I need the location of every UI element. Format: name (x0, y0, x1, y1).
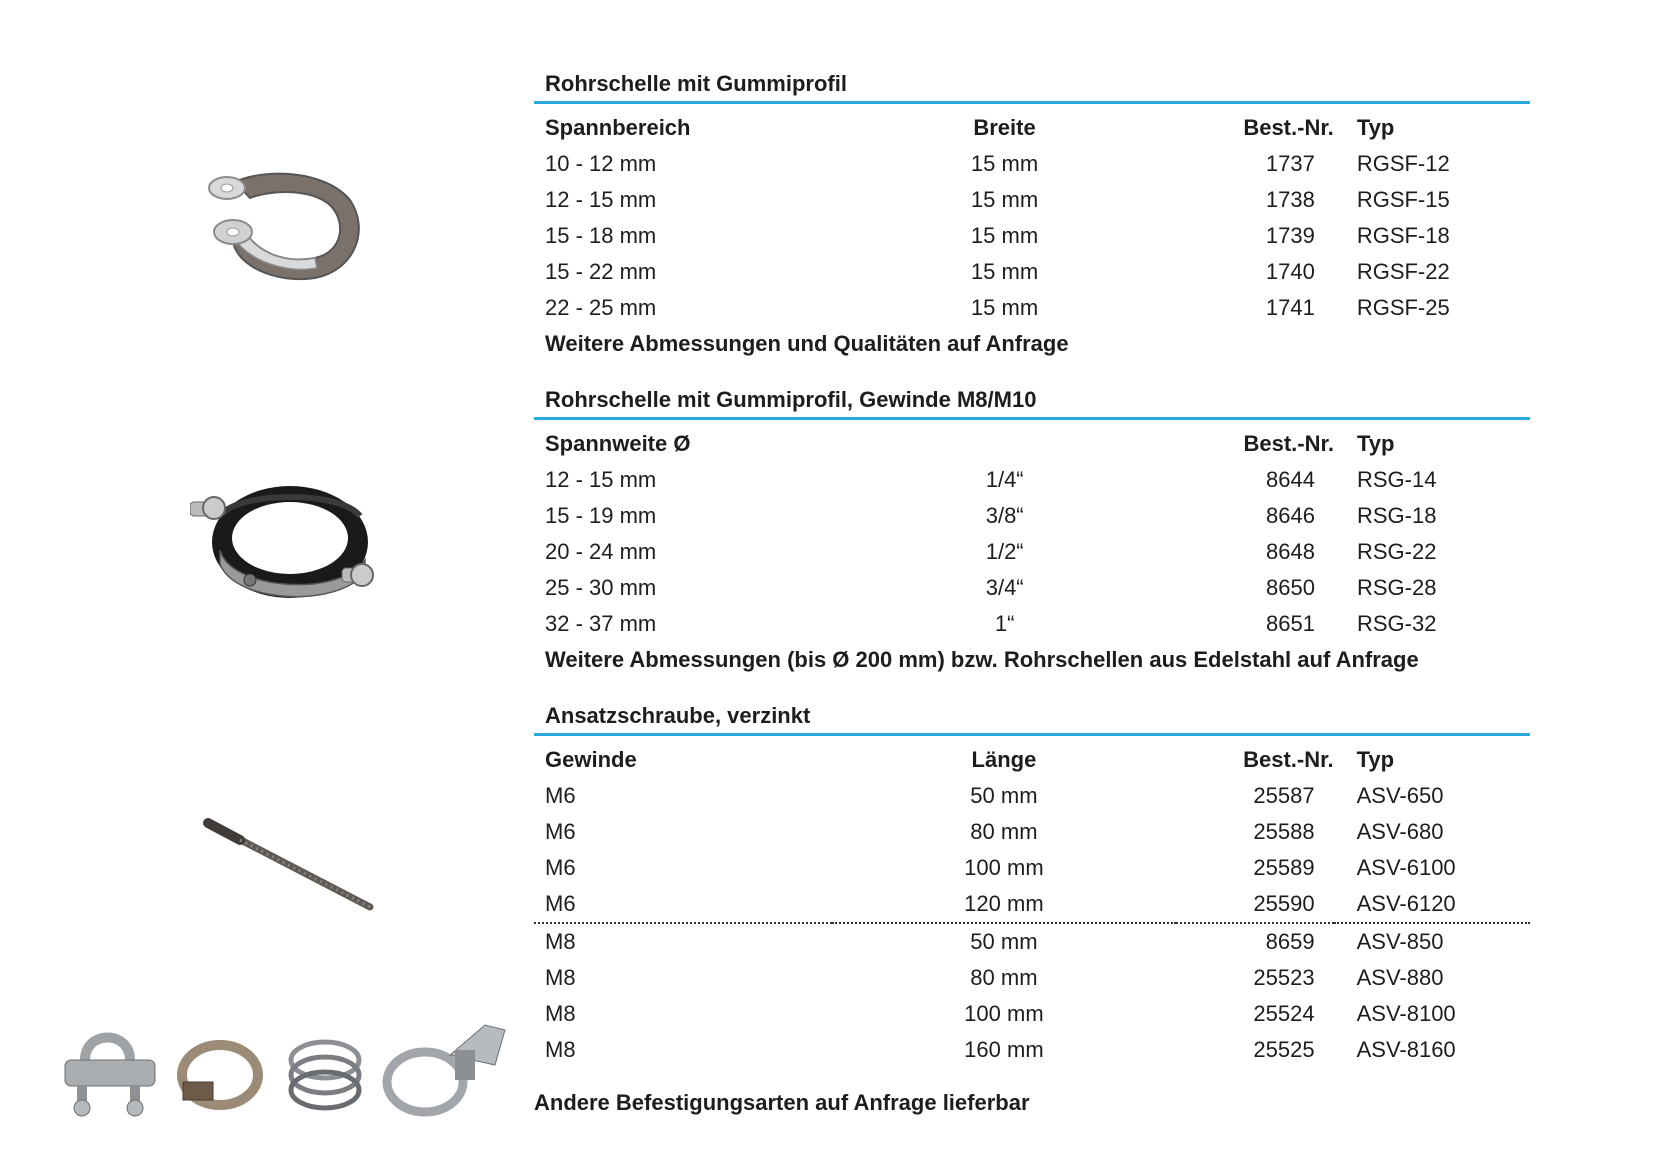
accent-rule (534, 101, 1530, 104)
cell: 15 - 19 mm (545, 503, 657, 528)
table-row (534, 850, 1530, 886)
section-note: Weitere Abmessungen (bis Ø 200 mm) bzw. Rohrschellen aus Edelstahl auf Anfrage (545, 647, 1419, 672)
section-title: Ansatzschraube, verzinkt (545, 703, 811, 728)
cell: ASV-850 (1356, 929, 1444, 954)
cell: 1/4“ (985, 467, 1024, 492)
cell: 8659 (1265, 929, 1315, 954)
cell: M6 (534, 886, 832, 923)
hose-clamp-photo (182, 1045, 258, 1105)
accent-rule (534, 733, 1530, 736)
section-title: Rohrschelle mit Gummiprofil (545, 71, 847, 96)
cell: 25587 (1253, 783, 1315, 808)
cell: ASV-650 (1356, 783, 1444, 808)
cell: 1/2“ (985, 539, 1024, 564)
cell: 15 mm (970, 151, 1039, 176)
table-row (534, 462, 1530, 498)
cell: 100 mm (964, 855, 1044, 880)
table-row (534, 146, 1530, 182)
table-row (534, 182, 1530, 218)
cell: ASV-880 (1356, 965, 1444, 990)
hanger-bolt-photo (200, 815, 380, 915)
cell: RGSF-12 (1356, 151, 1450, 176)
cell: ASV-6120 (1334, 886, 1530, 923)
table-row (534, 814, 1530, 850)
cell: 25523 (1253, 965, 1315, 990)
cell: 1“ (994, 611, 1015, 636)
table-row (534, 606, 1530, 642)
table-header-row (534, 426, 1530, 462)
header-cell (833, 426, 1176, 462)
cell: M8 (545, 929, 576, 954)
table-row (534, 960, 1530, 996)
header-cell: Breite (973, 115, 1036, 140)
header-cell: Typ (1356, 747, 1395, 772)
table-row (534, 923, 1530, 960)
cell: RGSF-22 (1356, 259, 1450, 284)
pipe-clamp-rubber-profile-photo (205, 160, 365, 285)
cell: 25588 (1253, 819, 1315, 844)
cell: 8648 (1266, 539, 1315, 564)
cell: 32 - 37 mm (545, 611, 657, 636)
cell: 12 - 15 mm (545, 187, 657, 212)
table-header-row (534, 110, 1530, 146)
cell: 25525 (1253, 1037, 1315, 1062)
cell: M6 (545, 855, 576, 880)
cell: 8646 (1266, 503, 1315, 528)
cell: 1740 (1265, 259, 1315, 284)
cell: RSG-18 (1356, 503, 1437, 528)
cell: 120 mm (832, 886, 1176, 923)
section-ansatzschraube (534, 701, 1530, 1068)
cell: RGSF-18 (1356, 223, 1450, 248)
cell: ASV-6100 (1356, 855, 1456, 880)
section-title: Rohrschelle mit Gummiprofil, Gewinde M8/M10 (545, 387, 1037, 412)
spring-clamp-photo (291, 1042, 359, 1108)
cell: 3/8“ (985, 503, 1024, 528)
table-row (534, 498, 1530, 534)
cell: RSG-14 (1356, 467, 1437, 492)
footer-note: Andere Befestigungsarten auf Anfrage lieferbar (534, 1090, 1030, 1115)
cell: M6 (545, 819, 576, 844)
cell: M8 (545, 965, 576, 990)
other-fasteners-photo (55, 1020, 515, 1120)
cell: 160 mm (964, 1037, 1044, 1062)
header-cell: Spannweite Ø (545, 431, 691, 456)
cell: 8644 (1266, 467, 1315, 492)
cell: 1737 (1265, 151, 1315, 176)
cell: 80 mm (970, 819, 1038, 844)
cell: 22 - 25 mm (545, 295, 657, 320)
cell: 8651 (1266, 611, 1315, 636)
cell: 100 mm (964, 1001, 1044, 1026)
header-cell: Länge (971, 747, 1037, 772)
header-cell: Typ (1356, 115, 1395, 140)
header-cell: Best.-Nr. (1243, 747, 1334, 772)
cell: 50 mm (970, 783, 1038, 808)
hinged-clamp-photo (387, 1025, 505, 1112)
cell: 15 mm (970, 295, 1039, 320)
cell: 10 - 12 mm (545, 151, 657, 176)
cell: 12 - 15 mm (545, 467, 657, 492)
cell: RSG-28 (1356, 575, 1437, 600)
table-row (534, 996, 1530, 1032)
cell: 50 mm (970, 929, 1038, 954)
cell: ASV-8160 (1356, 1037, 1456, 1062)
cell: 15 mm (970, 187, 1039, 212)
table-row (534, 254, 1530, 290)
table-row (534, 886, 1530, 923)
header-cell: Gewinde (545, 747, 637, 772)
u-bolt-clamp-photo (65, 1038, 155, 1117)
table-row (534, 218, 1530, 254)
cell: 20 - 24 mm (545, 539, 657, 564)
cell: 3/4“ (985, 575, 1024, 600)
header-cell: Best.-Nr. (1243, 431, 1334, 456)
pipe-clamp-threaded-photo (190, 480, 380, 615)
header-cell: Best.-Nr. (1243, 115, 1334, 140)
table-row (534, 1032, 1530, 1068)
table-row (534, 778, 1530, 814)
cell: 25524 (1253, 1001, 1315, 1026)
cell: M8 (545, 1037, 576, 1062)
table-header-row (534, 742, 1530, 778)
cell: 80 mm (970, 965, 1038, 990)
cell: M6 (545, 783, 576, 808)
cell: 15 - 18 mm (545, 223, 657, 248)
cell: RSG-32 (1356, 611, 1437, 636)
cell: M8 (545, 1001, 576, 1026)
cell: 25 - 30 mm (545, 575, 657, 600)
cell: 15 - 22 mm (545, 259, 657, 284)
header-cell: Typ (1356, 431, 1395, 456)
cell: 25589 (1253, 855, 1315, 880)
cell: RGSF-25 (1356, 295, 1450, 320)
table-row (534, 570, 1530, 606)
cell: RGSF-15 (1356, 187, 1450, 212)
product-table (534, 426, 1530, 642)
cell: 1739 (1265, 223, 1315, 248)
table-row (534, 534, 1530, 570)
cell: 1738 (1265, 187, 1315, 212)
section-rohrschelle-gummiprofil (534, 69, 1530, 362)
header-cell: Spannbereich (545, 115, 691, 140)
cell: 1741 (1265, 295, 1315, 320)
section-rohrschelle-gewinde (534, 385, 1530, 678)
cell: ASV-680 (1356, 819, 1444, 844)
section-note: Weitere Abmessungen und Qualitäten auf Anfrage (545, 331, 1069, 356)
cell: 8650 (1266, 575, 1315, 600)
cell: 15 mm (970, 259, 1039, 284)
table-row (534, 290, 1530, 326)
product-table (534, 110, 1530, 326)
cell: RSG-22 (1356, 539, 1437, 564)
cell: 25590 (1176, 886, 1334, 923)
cell: 15 mm (970, 223, 1039, 248)
product-table (534, 742, 1530, 1068)
accent-rule (534, 417, 1530, 420)
cell: ASV-8100 (1356, 1001, 1456, 1026)
